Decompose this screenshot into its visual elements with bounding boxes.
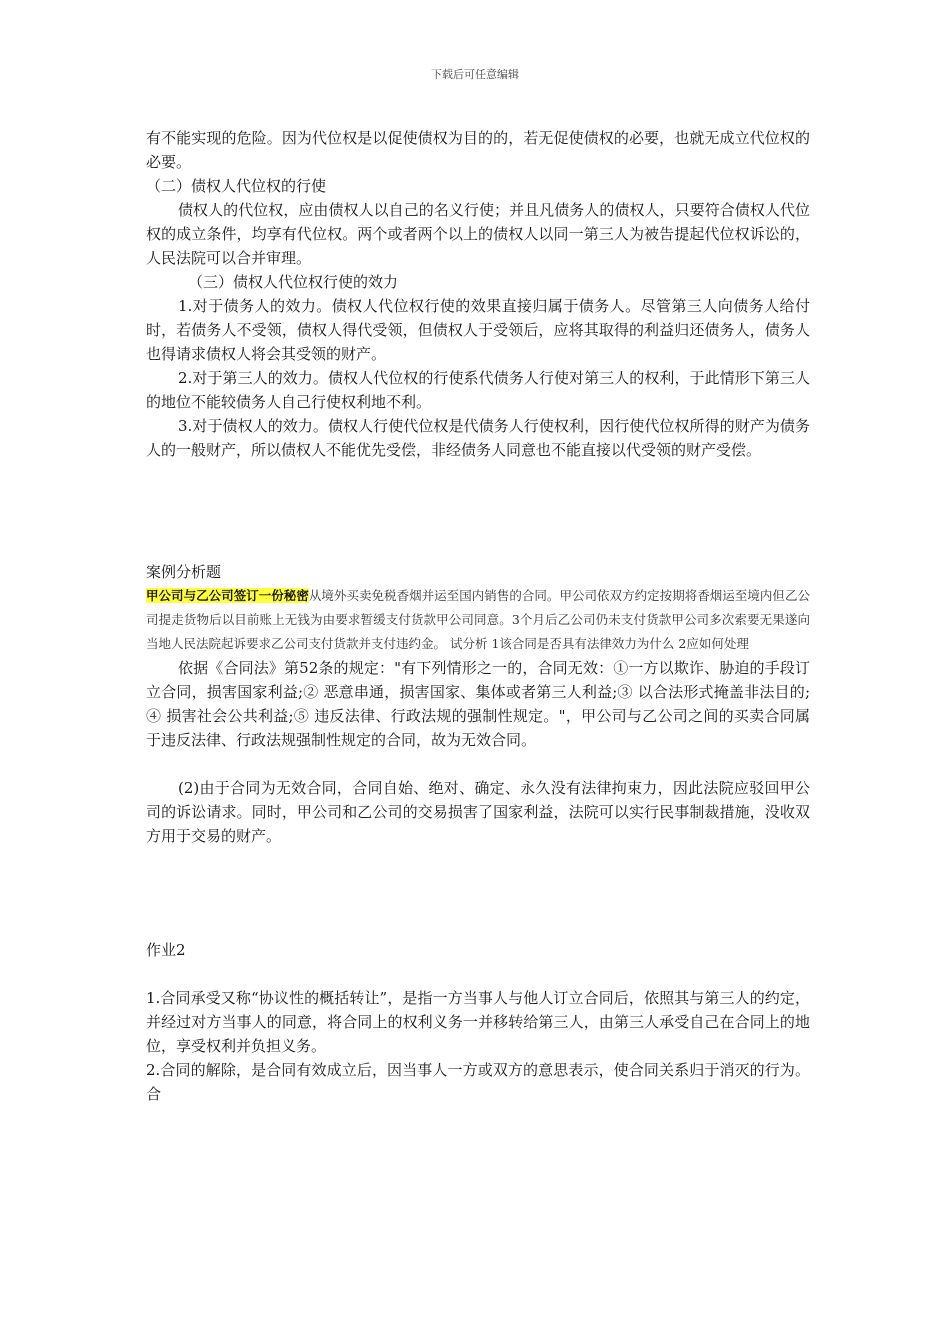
paragraph-continuation: 有不能实现的危险。因为代位权是以促使债权为目的的，若无促使债权的必要，也就无成立代位权的必要。	[146, 129, 810, 171]
case-answer-1: 依据《合同法》第52条的规定："有下列情形之一的，合同无效：①一方以欺诈、胁迫的手段订立合同，损害国家利益;② 恶意串通，损害国家、集体或者第三人利益;③ 以合法形式掩盖非法目的;④ 损害社会公共利益;⑤ 违反法律、行政法规的强制性规定。"，甲公司与乙公司之间的买卖合同属于违反法律、行政法规强制性规定的合同，故为无效合同。	[146, 659, 810, 749]
document-body	[146, 126, 810, 1106]
paragraph-exercise: 债权人的代位权，应由债权人以自己的名义行使；并且凡债务人的债权人，只要符合债权人代位权的成立条件，均享有代位权。两个或者两个以上的债权人以同一第三人为被告提起代位权诉讼的，人民法院可以合并审理。	[146, 201, 810, 267]
homework-answer-2: 2.合同的解除，是合同有效成立后，因当事人一方或双方的意思表示，使合同关系归于消灭的行为。合	[146, 1061, 810, 1103]
heading-exercise-of-subrogation: （二）债权人代位权的行使	[146, 177, 327, 195]
heading-effect-of-subrogation: （三）债权人代位权行使的效力	[188, 273, 399, 291]
highlighted-text: 甲公司与乙公司签订一份秘密	[146, 588, 309, 603]
case-description	[146, 584, 810, 656]
homework-answer-1: 1.合同承受又称“协议性的概括转让”，是指一方当事人与他人订立合同后，依照其与第三人的约定，并经过对方当事人的同意，将合同上的权利义务一并移转给第三人，由第三人承受自己在合同上的地位，享受权利并负担义务。	[146, 989, 810, 1055]
case-answer-2: (2)由于合同为无效合同，合同自始、绝对、确定、永久没有法律拘束力，因此法院应驳回甲公司的诉讼请求。同时，甲公司和乙公司的交易损害了国家利益，法院可以实行民事制裁措施，没收双方用于交易的财产。	[146, 779, 810, 845]
effect-item-2: 2.对于第三人的效力。债权人代位权的行使系代债务人行使对第三人的权利，于此情形下第三人的地位不能较债务人自己行使权利地不利。	[146, 369, 810, 411]
effect-item-1: 1.对于债务人的效力。债权人代位权行使的效果直接归属于债务人。尽管第三人向债务人给付时，若债务人不受领，债权人得代受领，但债权人于受领后，应将其取得的利益归还债务人，债务人也得请求债权人将会其受领的财产。	[146, 297, 810, 363]
spacer	[146, 462, 810, 560]
effect-item-3: 3.对于债权人的效力。债权人行使代位权是代债务人行使权利，因行使代位权所得的财产为债务人的一般财产，所以债权人不能优先受偿，非经债务人同意也不能直接以代受领的财产受偿。	[146, 417, 810, 459]
spacer	[146, 962, 810, 986]
homework-title: 作业2	[146, 941, 186, 959]
spacer	[146, 752, 810, 776]
case-text: 从境外买卖免税香烟并运至国内销售的合同。甲公司依双方约定按期将香烟运至境内但乙公司提走货物后以目前账上无钱为由要求暂缓支付货款甲公司同意。3个月后乙公司仍未支付货款甲公司多次索要无果遂向当地人民法院起诉要求乙公司支付货款并支付违约金。 试分析 1该合同是否具有法律效力为什么 2应如何处理	[146, 588, 810, 651]
page-header: 下载后可任意编辑	[431, 68, 519, 81]
case-analysis-title: 案例分析题	[146, 563, 222, 581]
spacer	[146, 848, 810, 938]
